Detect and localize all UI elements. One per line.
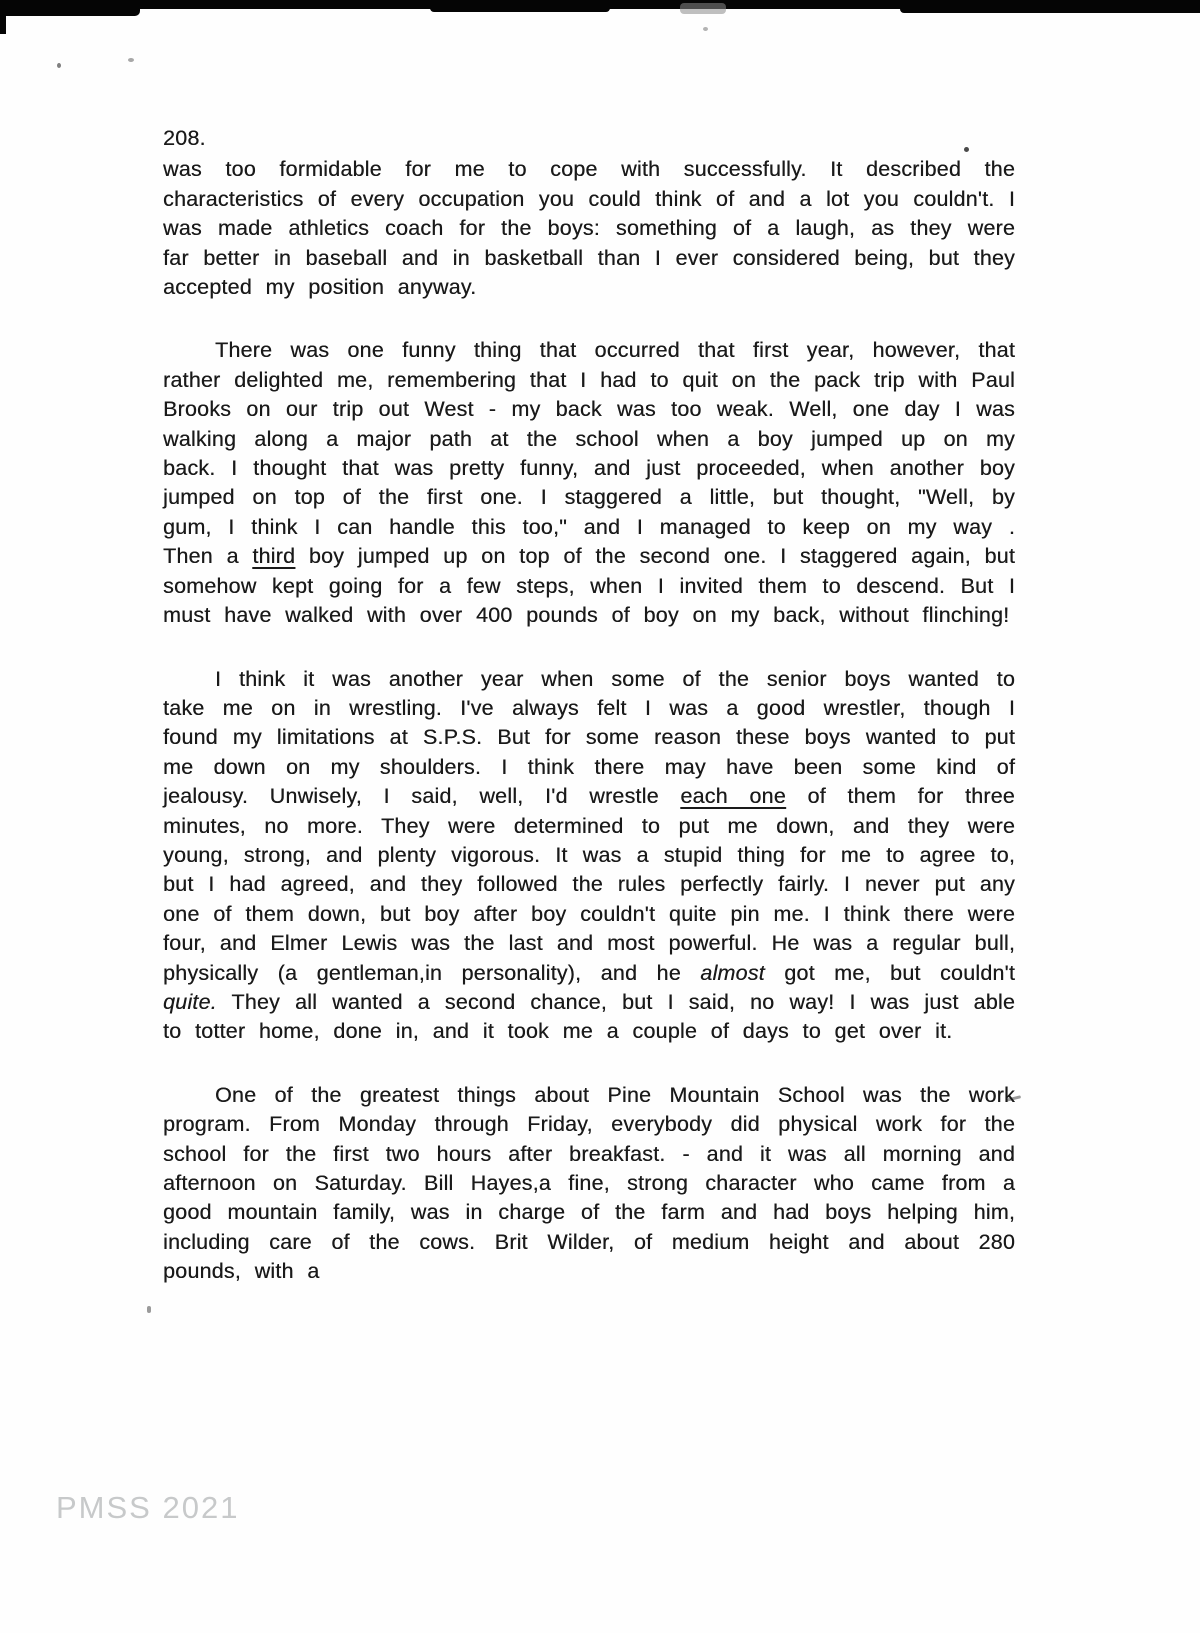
- text-run: each one: [680, 784, 786, 809]
- scan-artifact: [0, 0, 6, 34]
- scan-speck: [703, 27, 708, 31]
- paragraph: [163, 155, 1015, 302]
- paragraph: [163, 336, 1015, 630]
- text-run: One of the greatest things about Pine Mountain School was the work program. From Monday through Friday, everybody did physical work for the school for the first two hours after breakfast. - and it was all morning and afternoon on Saturday. Bill Hayes,a fine, strong character who came from a good mountain family, was in charge of the farm and had boys helping him, including care of the cows. Brit Wilder, of medium height and about 280 pounds, with a: [163, 1082, 1015, 1284]
- scan-artifact: [430, 0, 610, 12]
- text-run: almost: [700, 960, 765, 985]
- text-run: There was one funny thing that occurred that first year, however, that rather delighted me, remembering that I had to quit on the pack trip with Paul Brooks on our trip out West - my back was too weak. Well, one day I was walking along a major path at the school when a boy jumped up on my back. I thought that was pretty funny, and just proceeded, when another boy jumped on top of the first one. I staggered a little, but thought, "Well, by gum, I think I can handle this too," and I managed to keep on my way . Then a: [163, 338, 1015, 569]
- text-run: was too formidable for me to cope with successfully. It described the characteristics of every occupation you could think of and a lot you couldn't. I was made athletics coach for the boys: something of a laugh, as they were far better in baseball and in basketball than I ever considered being, but they accepted my position anyway.: [163, 157, 1015, 300]
- scan-artifact: [680, 3, 726, 14]
- text-run: got me, but couldn't: [764, 960, 1015, 985]
- scan-speck: [128, 58, 134, 62]
- text-run: I think it was another year when some of the senior boys wanted to take me on in wrestling. I've always felt I was a good wrestler, though I found my limitations at S.P.S. But for some reason these boys wanted to put me down on my shoulders. I think there may have been some kind of jealousy. Unwisely, I said, well, I'd wrestle: [163, 666, 1015, 809]
- text-run: They all wanted a second chance, but I said, no way! I was just able to totter home, done in, and it took me a couple of days to get over it.: [163, 989, 1015, 1044]
- scan-speck: [147, 1306, 151, 1313]
- paragraphs-container: [163, 155, 1015, 1286]
- text-run: third: [252, 544, 296, 569]
- document-body: [163, 124, 1015, 1287]
- watermark: PMSS 2021: [56, 1490, 240, 1525]
- page-number: 208.: [163, 126, 206, 150]
- text-run: quite.: [163, 989, 217, 1014]
- scan-artifact: [0, 0, 140, 16]
- text-run: of them for three minutes, no more. They were determined to put me down, and they were young, strong, and plenty vigorous. It was a stupid thing for me to agree to, but I had agreed, and they followed the rules perfectly fairly. I never put any one of them down, but boy after boy couldn't quite pin me. I think there were four, and Elmer Lewis was the last and most powerful. He was a regular bull, physically (a gentleman,in personality), and he: [163, 784, 1015, 985]
- scan-artifact: [900, 0, 1200, 13]
- paragraph: [163, 665, 1015, 1047]
- scan-speck: [57, 63, 61, 68]
- scan-edge-artifact: [0, 0, 1200, 9]
- text-run: boy jumped up on top of the second one. I staggered again, but somehow kept going for a few steps, when I invited them to descend. But I must have walked with over 400 pounds of boy on my back, without flinching!: [163, 544, 1015, 628]
- paragraph: [163, 1081, 1015, 1287]
